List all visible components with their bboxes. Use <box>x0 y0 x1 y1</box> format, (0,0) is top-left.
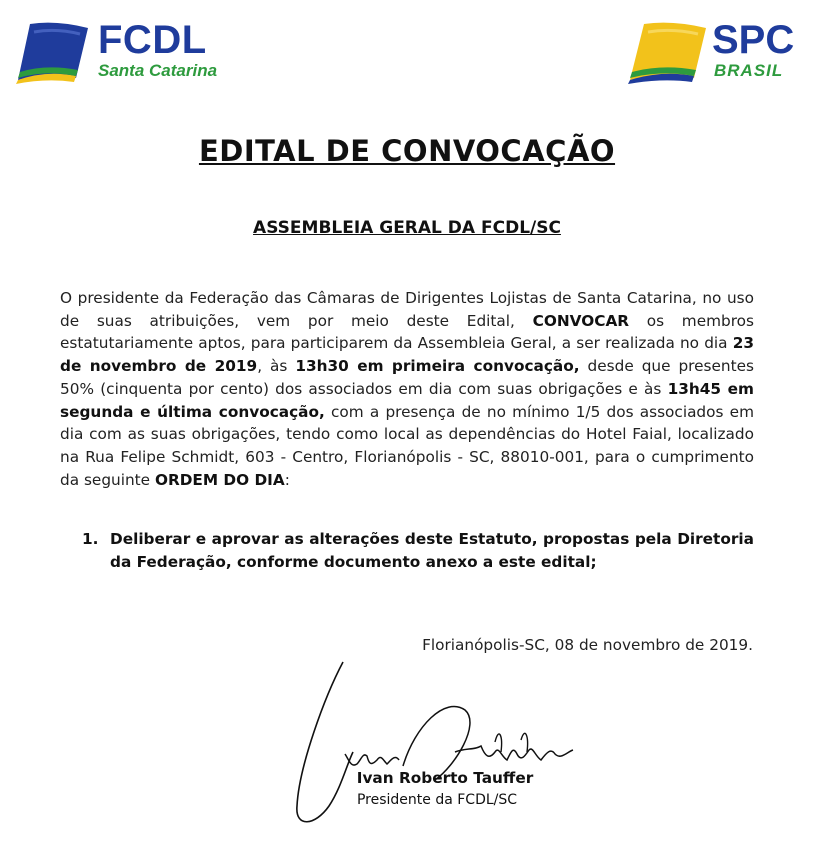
ordem-do-dia-emphasis: ORDEM DO DIA <box>154 470 285 489</box>
signer-name: Ivan Roberto Tauffer <box>356 769 534 787</box>
second-call-time: 13h45 em segunda e última convocação, <box>60 379 754 421</box>
first-call-time: 13h30 em primeira convocação, <box>295 357 580 376</box>
meeting-date: 23 de novembro de 2019 <box>60 334 754 376</box>
agenda-item-text: Deliberar e aprovar as alterações deste Estatuto, propostas pela Diretoria da Federação, conforme documento anexo a este edital; <box>110 530 754 571</box>
body-text-4: desde que presentes 50% (cinquenta por cento) dos associados em dia com suas obrigações e às <box>60 357 754 398</box>
spc-logo-name: SPC <box>712 18 795 62</box>
convocar-emphasis: CONVOCAR <box>532 311 630 330</box>
spc-logo <box>626 18 802 84</box>
body-text-2: os membros estatutariamente aptos, para participarem da Assembleia Geral, a ser realizada no dia <box>60 311 755 353</box>
body-paragraph <box>60 287 754 491</box>
spc-emblem-icon <box>626 18 712 84</box>
fcdl-logo-name: FCDL <box>98 18 207 62</box>
body-text-5: com a presença de no mínimo 1/5 dos associados em dia com as suas obrigações, tendo como local as dependências do Hotel Faial, localizado na Rua Felipe Schmidt, 603 - Centro, Florianópolis - SC, 88010-001, para o cumprimento da seguinte <box>60 402 754 489</box>
signer-role: Presidente da FCDL/SC <box>356 792 518 808</box>
fcdl-logo-tagline: Santa Catarina <box>98 61 218 80</box>
body-text-6: : <box>284 470 290 489</box>
document-title: EDITAL DE CONVOCAÇÃO <box>198 134 616 168</box>
agenda-item-number: 1. <box>82 530 99 548</box>
document-subtitle: ASSEMBLEIA GERAL DA FCDL/SC <box>253 218 561 238</box>
body-text-1: O presidente da Federação das Câmaras de Dirigentes Lojistas de Santa Catarina, no uso de suas atribuições, vem por meio deste Edital, <box>60 289 754 330</box>
fcdl-logo <box>16 18 246 84</box>
body-text-3: , às <box>257 357 296 376</box>
handwritten-signature-icon <box>285 656 585 836</box>
spc-logo-tagline: BRASIL <box>714 61 784 80</box>
date-line: Florianópolis-SC, 08 de novembro de 2019. <box>422 636 753 654</box>
agenda-item <box>82 528 754 574</box>
fcdl-emblem-icon <box>16 18 96 84</box>
